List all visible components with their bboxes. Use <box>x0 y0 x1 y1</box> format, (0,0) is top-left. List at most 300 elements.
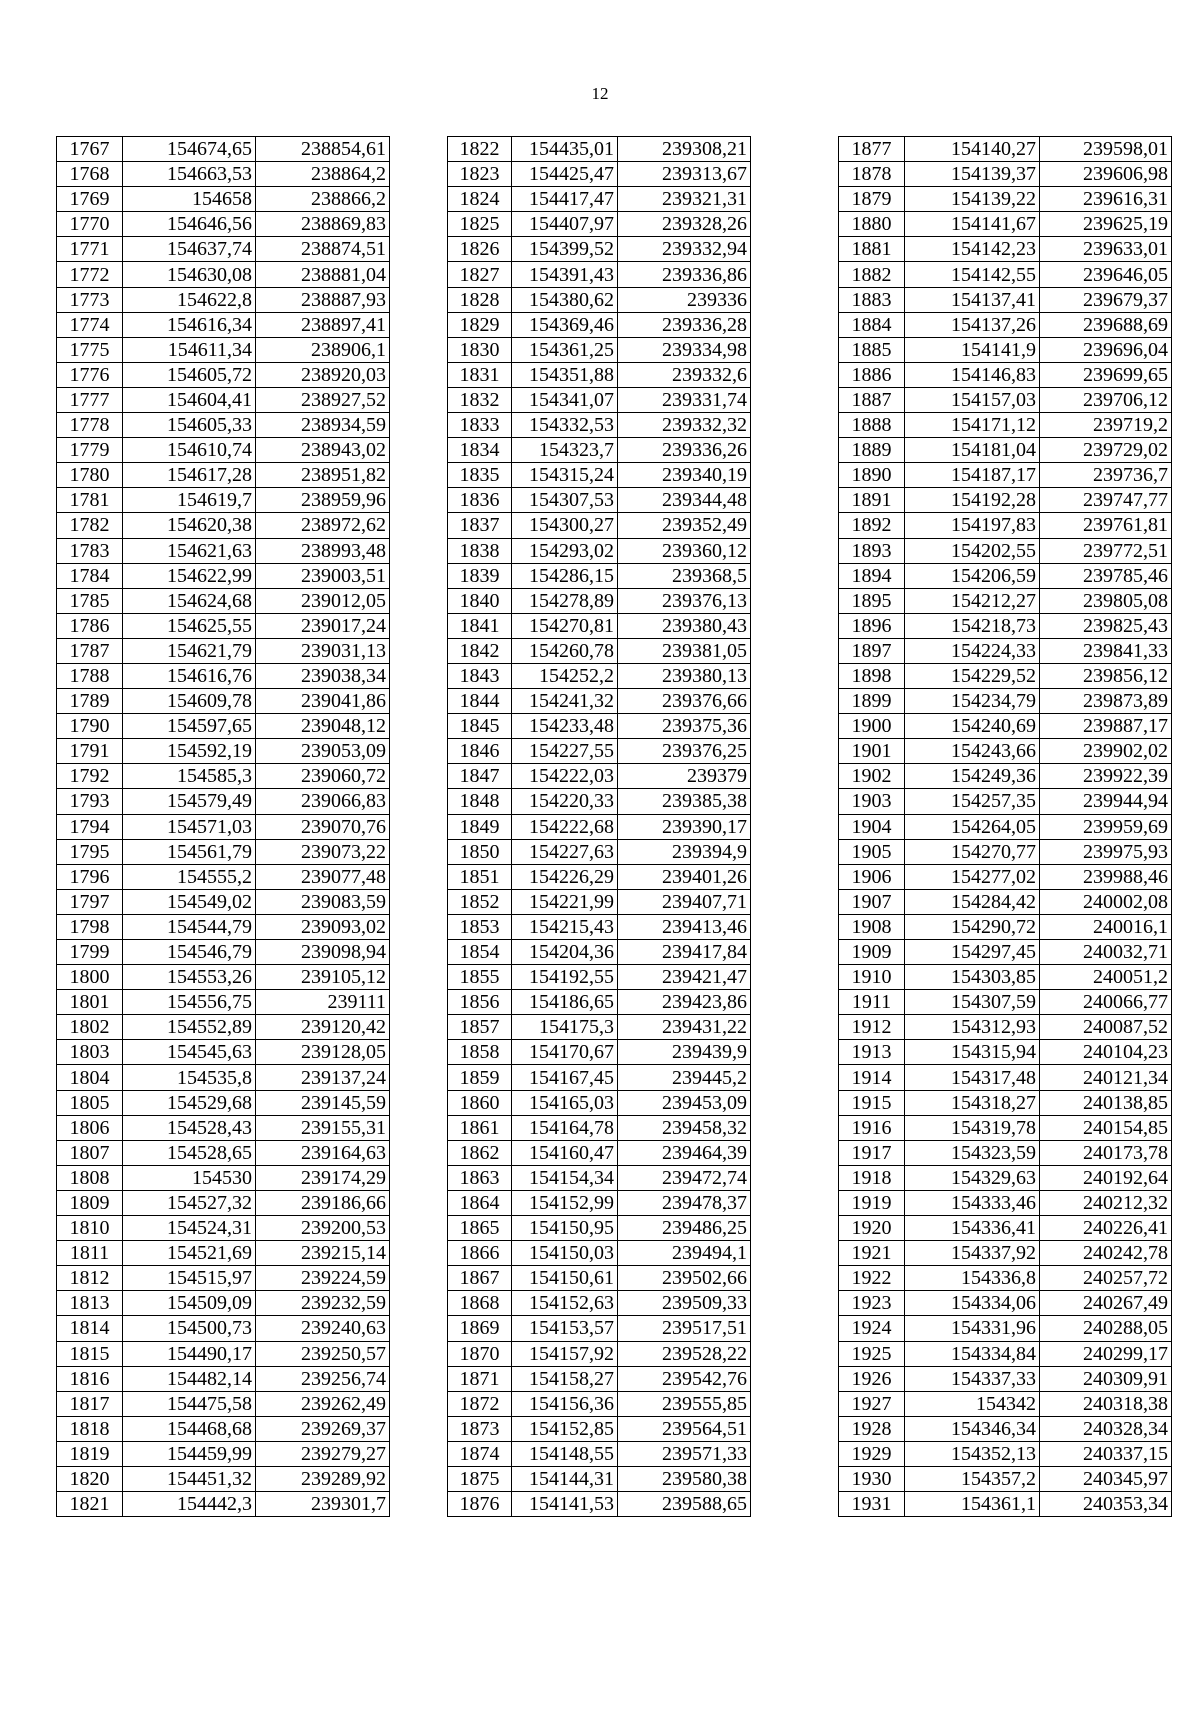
point-number-cell: 1845 <box>448 714 512 739</box>
x-coordinate-cell: 154249,36 <box>905 764 1040 789</box>
table-row <box>839 789 1172 814</box>
table-row <box>57 990 390 1015</box>
y-coordinate-cell: 239289,92 <box>256 1466 390 1491</box>
x-coordinate-cell: 154399,52 <box>512 237 618 262</box>
table-row <box>448 588 751 613</box>
table-row <box>57 1441 390 1466</box>
x-coordinate-cell: 154323,7 <box>512 438 618 463</box>
point-number-cell: 1905 <box>839 839 905 864</box>
point-number-cell: 1861 <box>448 1115 512 1140</box>
point-number-cell: 1817 <box>57 1391 123 1416</box>
x-coordinate-cell: 154341,07 <box>512 387 618 412</box>
y-coordinate-cell: 240138,85 <box>1040 1090 1172 1115</box>
y-coordinate-cell: 240309,91 <box>1040 1366 1172 1391</box>
point-number-cell: 1804 <box>57 1065 123 1090</box>
point-number-cell: 1769 <box>57 187 123 212</box>
y-coordinate-cell: 239120,42 <box>256 1015 390 1040</box>
point-number-cell: 1888 <box>839 413 905 438</box>
x-coordinate-cell: 154674,65 <box>123 137 256 162</box>
x-coordinate-cell: 154605,72 <box>123 362 256 387</box>
y-coordinate-cell: 239761,81 <box>1040 513 1172 538</box>
x-coordinate-cell: 154555,2 <box>123 864 256 889</box>
x-coordinate-cell: 154212,27 <box>905 588 1040 613</box>
y-coordinate-cell: 238887,93 <box>256 287 390 312</box>
table-row <box>57 613 390 638</box>
y-coordinate-cell: 239240,63 <box>256 1316 390 1341</box>
point-number-cell: 1907 <box>839 889 905 914</box>
table-row <box>839 1466 1172 1491</box>
x-coordinate-cell: 154224,33 <box>905 638 1040 663</box>
x-coordinate-cell: 154141,67 <box>905 212 1040 237</box>
table-row <box>57 1391 390 1416</box>
point-number-cell: 1881 <box>839 237 905 262</box>
point-number-cell: 1918 <box>839 1165 905 1190</box>
x-coordinate-cell: 154227,63 <box>512 839 618 864</box>
table-row <box>448 1441 751 1466</box>
y-coordinate-cell: 238972,62 <box>256 513 390 538</box>
x-coordinate-cell: 154334,06 <box>905 1291 1040 1316</box>
y-coordinate-cell: 239975,93 <box>1040 839 1172 864</box>
table-row <box>839 1065 1172 1090</box>
table-row <box>57 764 390 789</box>
y-coordinate-cell: 239328,26 <box>618 212 751 237</box>
point-number-cell: 1886 <box>839 362 905 387</box>
table-row <box>448 563 751 588</box>
x-coordinate-cell: 154361,25 <box>512 337 618 362</box>
x-coordinate-cell: 154391,43 <box>512 262 618 287</box>
x-coordinate-cell: 154141,53 <box>512 1492 618 1517</box>
point-number-cell: 1853 <box>448 914 512 939</box>
point-number-cell: 1840 <box>448 588 512 613</box>
point-number-cell: 1889 <box>839 438 905 463</box>
point-number-cell: 1926 <box>839 1366 905 1391</box>
y-coordinate-cell: 239336 <box>618 287 751 312</box>
point-number-cell: 1795 <box>57 839 123 864</box>
table-row <box>839 488 1172 513</box>
point-number-cell: 1826 <box>448 237 512 262</box>
y-coordinate-cell: 239464,39 <box>618 1140 751 1165</box>
x-coordinate-cell: 154222,03 <box>512 764 618 789</box>
y-coordinate-cell: 239841,33 <box>1040 638 1172 663</box>
y-coordinate-cell: 239060,72 <box>256 764 390 789</box>
table-row <box>57 287 390 312</box>
x-coordinate-cell: 154357,2 <box>905 1466 1040 1491</box>
y-coordinate-cell: 239301,7 <box>256 1492 390 1517</box>
y-coordinate-cell: 239336,28 <box>618 312 751 337</box>
x-coordinate-cell: 154482,14 <box>123 1366 256 1391</box>
point-number-cell: 1797 <box>57 889 123 914</box>
table-row <box>448 1266 751 1291</box>
x-coordinate-cell: 154490,17 <box>123 1341 256 1366</box>
table-row <box>839 1341 1172 1366</box>
x-coordinate-cell: 154336,8 <box>905 1266 1040 1291</box>
y-coordinate-cell: 240002,08 <box>1040 889 1172 914</box>
y-coordinate-cell: 238993,48 <box>256 538 390 563</box>
y-coordinate-cell: 239308,21 <box>618 137 751 162</box>
table-row <box>448 864 751 889</box>
table-row <box>57 965 390 990</box>
table-row <box>448 1341 751 1366</box>
point-number-cell: 1783 <box>57 538 123 563</box>
y-coordinate-cell: 239215,14 <box>256 1241 390 1266</box>
y-coordinate-cell: 239699,65 <box>1040 362 1172 387</box>
x-coordinate-cell: 154171,12 <box>905 413 1040 438</box>
table-row <box>57 312 390 337</box>
table-row <box>57 362 390 387</box>
table-row <box>448 262 751 287</box>
point-number-cell: 1871 <box>448 1366 512 1391</box>
y-coordinate-cell: 239445,2 <box>618 1065 751 1090</box>
y-coordinate-cell: 239031,13 <box>256 638 390 663</box>
table-row <box>57 563 390 588</box>
point-number-cell: 1848 <box>448 789 512 814</box>
x-coordinate-cell: 154524,31 <box>123 1216 256 1241</box>
table-row <box>57 1115 390 1140</box>
point-number-cell: 1849 <box>448 814 512 839</box>
point-number-cell: 1834 <box>448 438 512 463</box>
point-number-cell: 1900 <box>839 714 905 739</box>
table-row <box>57 1416 390 1441</box>
x-coordinate-cell: 154544,79 <box>123 914 256 939</box>
y-coordinate-cell: 239856,12 <box>1040 663 1172 688</box>
x-coordinate-cell: 154604,41 <box>123 387 256 412</box>
x-coordinate-cell: 154215,43 <box>512 914 618 939</box>
x-coordinate-cell: 154616,76 <box>123 663 256 688</box>
point-number-cell: 1872 <box>448 1391 512 1416</box>
table-row <box>57 663 390 688</box>
table-row <box>448 1216 751 1241</box>
point-number-cell: 1820 <box>57 1466 123 1491</box>
table-row <box>839 1140 1172 1165</box>
point-number-cell: 1858 <box>448 1040 512 1065</box>
table-row <box>839 1090 1172 1115</box>
point-number-cell: 1891 <box>839 488 905 513</box>
x-coordinate-cell: 154315,94 <box>905 1040 1040 1065</box>
point-number-cell: 1868 <box>448 1291 512 1316</box>
x-coordinate-cell: 154616,34 <box>123 312 256 337</box>
point-number-cell: 1880 <box>839 212 905 237</box>
x-coordinate-cell: 154417,47 <box>512 187 618 212</box>
point-number-cell: 1792 <box>57 764 123 789</box>
point-number-cell: 1813 <box>57 1291 123 1316</box>
point-number-cell: 1825 <box>448 212 512 237</box>
table-row <box>839 387 1172 412</box>
table-row <box>57 1266 390 1291</box>
x-coordinate-cell: 154240,69 <box>905 714 1040 739</box>
x-coordinate-cell: 154333,46 <box>905 1190 1040 1215</box>
x-coordinate-cell: 154620,38 <box>123 513 256 538</box>
x-coordinate-cell: 154318,27 <box>905 1090 1040 1115</box>
x-coordinate-cell: 154625,55 <box>123 613 256 638</box>
point-number-cell: 1805 <box>57 1090 123 1115</box>
y-coordinate-cell: 239646,05 <box>1040 262 1172 287</box>
x-coordinate-cell: 154407,97 <box>512 212 618 237</box>
point-number-cell: 1830 <box>448 337 512 362</box>
x-coordinate-cell: 154500,73 <box>123 1316 256 1341</box>
point-number-cell: 1838 <box>448 538 512 563</box>
table-row <box>448 1040 751 1065</box>
y-coordinate-cell: 238927,52 <box>256 387 390 412</box>
point-number-cell: 1901 <box>839 739 905 764</box>
y-coordinate-cell: 238869,83 <box>256 212 390 237</box>
point-number-cell: 1878 <box>839 162 905 187</box>
table-row <box>57 187 390 212</box>
y-coordinate-cell: 240212,32 <box>1040 1190 1172 1215</box>
x-coordinate-cell: 154553,26 <box>123 965 256 990</box>
y-coordinate-cell: 239421,47 <box>618 965 751 990</box>
x-coordinate-cell: 154157,92 <box>512 1341 618 1366</box>
table-row <box>448 764 751 789</box>
point-number-cell: 1857 <box>448 1015 512 1040</box>
table-row <box>839 513 1172 538</box>
x-coordinate-cell: 154515,97 <box>123 1266 256 1291</box>
table-row <box>448 1492 751 1517</box>
y-coordinate-cell: 239041,86 <box>256 689 390 714</box>
x-coordinate-cell: 154352,13 <box>905 1441 1040 1466</box>
x-coordinate-cell: 154361,1 <box>905 1492 1040 1517</box>
point-number-cell: 1893 <box>839 538 905 563</box>
y-coordinate-cell: 240051,2 <box>1040 965 1172 990</box>
x-coordinate-cell: 154621,79 <box>123 638 256 663</box>
table-row <box>57 337 390 362</box>
y-coordinate-cell: 238934,59 <box>256 413 390 438</box>
y-coordinate-cell: 239111 <box>256 990 390 1015</box>
point-number-cell: 1775 <box>57 337 123 362</box>
y-coordinate-cell: 239375,36 <box>618 714 751 739</box>
table-row <box>448 312 751 337</box>
y-coordinate-cell: 239679,37 <box>1040 287 1172 312</box>
point-number-cell: 1822 <box>448 137 512 162</box>
y-coordinate-cell: 240032,71 <box>1040 940 1172 965</box>
point-number-cell: 1928 <box>839 1416 905 1441</box>
x-coordinate-cell: 154451,32 <box>123 1466 256 1491</box>
x-coordinate-cell: 154150,03 <box>512 1241 618 1266</box>
table-row <box>839 262 1172 287</box>
table-row <box>57 1040 390 1065</box>
x-coordinate-cell: 154260,78 <box>512 638 618 663</box>
point-number-cell: 1810 <box>57 1216 123 1241</box>
table-row <box>839 1366 1172 1391</box>
table-row <box>448 137 751 162</box>
point-number-cell: 1915 <box>839 1090 905 1115</box>
y-coordinate-cell: 240353,34 <box>1040 1492 1172 1517</box>
y-coordinate-cell: 239502,66 <box>618 1266 751 1291</box>
point-number-cell: 1800 <box>57 965 123 990</box>
point-number-cell: 1860 <box>448 1090 512 1115</box>
y-coordinate-cell: 240226,41 <box>1040 1216 1172 1241</box>
y-coordinate-cell: 239542,76 <box>618 1366 751 1391</box>
point-number-cell: 1885 <box>839 337 905 362</box>
y-coordinate-cell: 239988,46 <box>1040 864 1172 889</box>
table-row <box>57 1090 390 1115</box>
table-row <box>448 1090 751 1115</box>
x-coordinate-cell: 154622,8 <box>123 287 256 312</box>
table-row <box>839 814 1172 839</box>
table-row <box>839 613 1172 638</box>
point-number-cell: 1787 <box>57 638 123 663</box>
y-coordinate-cell: 239174,29 <box>256 1165 390 1190</box>
table-row <box>57 638 390 663</box>
x-coordinate-cell: 154234,79 <box>905 689 1040 714</box>
point-number-cell: 1869 <box>448 1316 512 1341</box>
table-row <box>57 463 390 488</box>
y-coordinate-cell: 239368,5 <box>618 563 751 588</box>
table-row <box>448 513 751 538</box>
y-coordinate-cell: 239472,74 <box>618 1165 751 1190</box>
table-row <box>448 387 751 412</box>
point-number-cell: 1767 <box>57 137 123 162</box>
x-coordinate-cell: 154156,36 <box>512 1391 618 1416</box>
point-number-cell: 1842 <box>448 638 512 663</box>
table-row <box>57 1015 390 1040</box>
x-coordinate-cell: 154152,63 <box>512 1291 618 1316</box>
point-number-cell: 1801 <box>57 990 123 1015</box>
point-number-cell: 1906 <box>839 864 905 889</box>
point-number-cell: 1841 <box>448 613 512 638</box>
x-coordinate-cell: 154220,33 <box>512 789 618 814</box>
x-coordinate-cell: 154552,89 <box>123 1015 256 1040</box>
point-number-cell: 1887 <box>839 387 905 412</box>
y-coordinate-cell: 239376,13 <box>618 588 751 613</box>
y-coordinate-cell: 239164,63 <box>256 1140 390 1165</box>
point-number-cell: 1873 <box>448 1416 512 1441</box>
point-number-cell: 1884 <box>839 312 905 337</box>
x-coordinate-cell: 154556,75 <box>123 990 256 1015</box>
point-number-cell: 1911 <box>839 990 905 1015</box>
point-number-cell: 1776 <box>57 362 123 387</box>
point-number-cell: 1835 <box>448 463 512 488</box>
y-coordinate-cell: 239688,69 <box>1040 312 1172 337</box>
y-coordinate-cell: 239902,02 <box>1040 739 1172 764</box>
x-coordinate-cell: 154319,78 <box>905 1115 1040 1140</box>
table-row <box>57 162 390 187</box>
point-number-cell: 1772 <box>57 262 123 287</box>
x-coordinate-cell: 154509,09 <box>123 1291 256 1316</box>
y-coordinate-cell: 240257,72 <box>1040 1266 1172 1291</box>
y-coordinate-cell: 239224,59 <box>256 1266 390 1291</box>
point-number-cell: 1824 <box>448 187 512 212</box>
point-number-cell: 1818 <box>57 1416 123 1441</box>
point-number-cell: 1781 <box>57 488 123 513</box>
x-coordinate-cell: 154521,69 <box>123 1241 256 1266</box>
x-coordinate-cell: 154624,68 <box>123 588 256 613</box>
y-coordinate-cell: 239588,65 <box>618 1492 751 1517</box>
x-coordinate-cell: 154527,32 <box>123 1190 256 1215</box>
y-coordinate-cell: 239376,25 <box>618 739 751 764</box>
table-row <box>448 438 751 463</box>
point-number-cell: 1794 <box>57 814 123 839</box>
table-row <box>448 613 751 638</box>
table-row <box>448 362 751 387</box>
y-coordinate-cell: 239390,17 <box>618 814 751 839</box>
x-coordinate-cell: 154315,24 <box>512 463 618 488</box>
y-coordinate-cell: 239431,22 <box>618 1015 751 1040</box>
y-coordinate-cell: 239478,37 <box>618 1190 751 1215</box>
table-row <box>839 1441 1172 1466</box>
point-number-cell: 1851 <box>448 864 512 889</box>
table-row <box>448 1165 751 1190</box>
point-number-cell: 1924 <box>839 1316 905 1341</box>
y-coordinate-cell: 239336,86 <box>618 262 751 287</box>
x-coordinate-cell: 154337,33 <box>905 1366 1040 1391</box>
table-row <box>448 914 751 939</box>
table-row <box>57 387 390 412</box>
table-row <box>448 889 751 914</box>
y-coordinate-cell: 239376,66 <box>618 689 751 714</box>
point-number-cell: 1802 <box>57 1015 123 1040</box>
table-row <box>57 814 390 839</box>
point-number-cell: 1877 <box>839 137 905 162</box>
table-row <box>839 638 1172 663</box>
table-row <box>448 789 751 814</box>
y-coordinate-cell: 240242,78 <box>1040 1241 1172 1266</box>
table-row <box>839 337 1172 362</box>
point-number-cell: 1870 <box>448 1341 512 1366</box>
point-number-cell: 1898 <box>839 663 905 688</box>
x-coordinate-cell: 154317,48 <box>905 1065 1040 1090</box>
table-row <box>839 1015 1172 1040</box>
x-coordinate-cell: 154150,95 <box>512 1216 618 1241</box>
y-coordinate-cell: 239401,26 <box>618 864 751 889</box>
y-coordinate-cell: 240288,05 <box>1040 1316 1172 1341</box>
point-number-cell: 1779 <box>57 438 123 463</box>
table-row <box>57 438 390 463</box>
x-coordinate-cell: 154241,32 <box>512 689 618 714</box>
y-coordinate-cell: 239417,84 <box>618 940 751 965</box>
point-number-cell: 1789 <box>57 689 123 714</box>
y-coordinate-cell: 238943,02 <box>256 438 390 463</box>
x-coordinate-cell: 154270,77 <box>905 839 1040 864</box>
point-number-cell: 1799 <box>57 940 123 965</box>
y-coordinate-cell: 239360,12 <box>618 538 751 563</box>
x-coordinate-cell: 154307,53 <box>512 488 618 513</box>
table-row <box>839 940 1172 965</box>
table-row <box>839 1165 1172 1190</box>
y-coordinate-cell: 239279,27 <box>256 1441 390 1466</box>
x-coordinate-cell: 154153,57 <box>512 1316 618 1341</box>
y-coordinate-cell: 239439,9 <box>618 1040 751 1065</box>
y-coordinate-cell: 240121,34 <box>1040 1065 1172 1090</box>
y-coordinate-cell: 240087,52 <box>1040 1015 1172 1040</box>
x-coordinate-cell: 154192,28 <box>905 488 1040 513</box>
point-number-cell: 1921 <box>839 1241 905 1266</box>
y-coordinate-cell: 238866,2 <box>256 187 390 212</box>
point-number-cell: 1774 <box>57 312 123 337</box>
y-coordinate-cell: 239407,71 <box>618 889 751 914</box>
y-coordinate-cell: 239352,49 <box>618 513 751 538</box>
table-row <box>839 1115 1172 1140</box>
y-coordinate-cell: 238874,51 <box>256 237 390 262</box>
point-number-cell: 1823 <box>448 162 512 187</box>
y-coordinate-cell: 239012,05 <box>256 588 390 613</box>
table-row <box>839 1391 1172 1416</box>
y-coordinate-cell: 239736,7 <box>1040 463 1172 488</box>
table-row <box>57 137 390 162</box>
x-coordinate-cell: 154380,62 <box>512 287 618 312</box>
x-coordinate-cell: 154284,42 <box>905 889 1040 914</box>
point-number-cell: 1927 <box>839 1391 905 1416</box>
y-coordinate-cell: 239070,76 <box>256 814 390 839</box>
table-row <box>839 864 1172 889</box>
table-row <box>448 237 751 262</box>
point-number-cell: 1816 <box>57 1366 123 1391</box>
y-coordinate-cell: 238951,82 <box>256 463 390 488</box>
point-number-cell: 1862 <box>448 1140 512 1165</box>
x-coordinate-cell: 154264,05 <box>905 814 1040 839</box>
table-row <box>57 940 390 965</box>
point-number-cell: 1913 <box>839 1040 905 1065</box>
table-row <box>448 1015 751 1040</box>
